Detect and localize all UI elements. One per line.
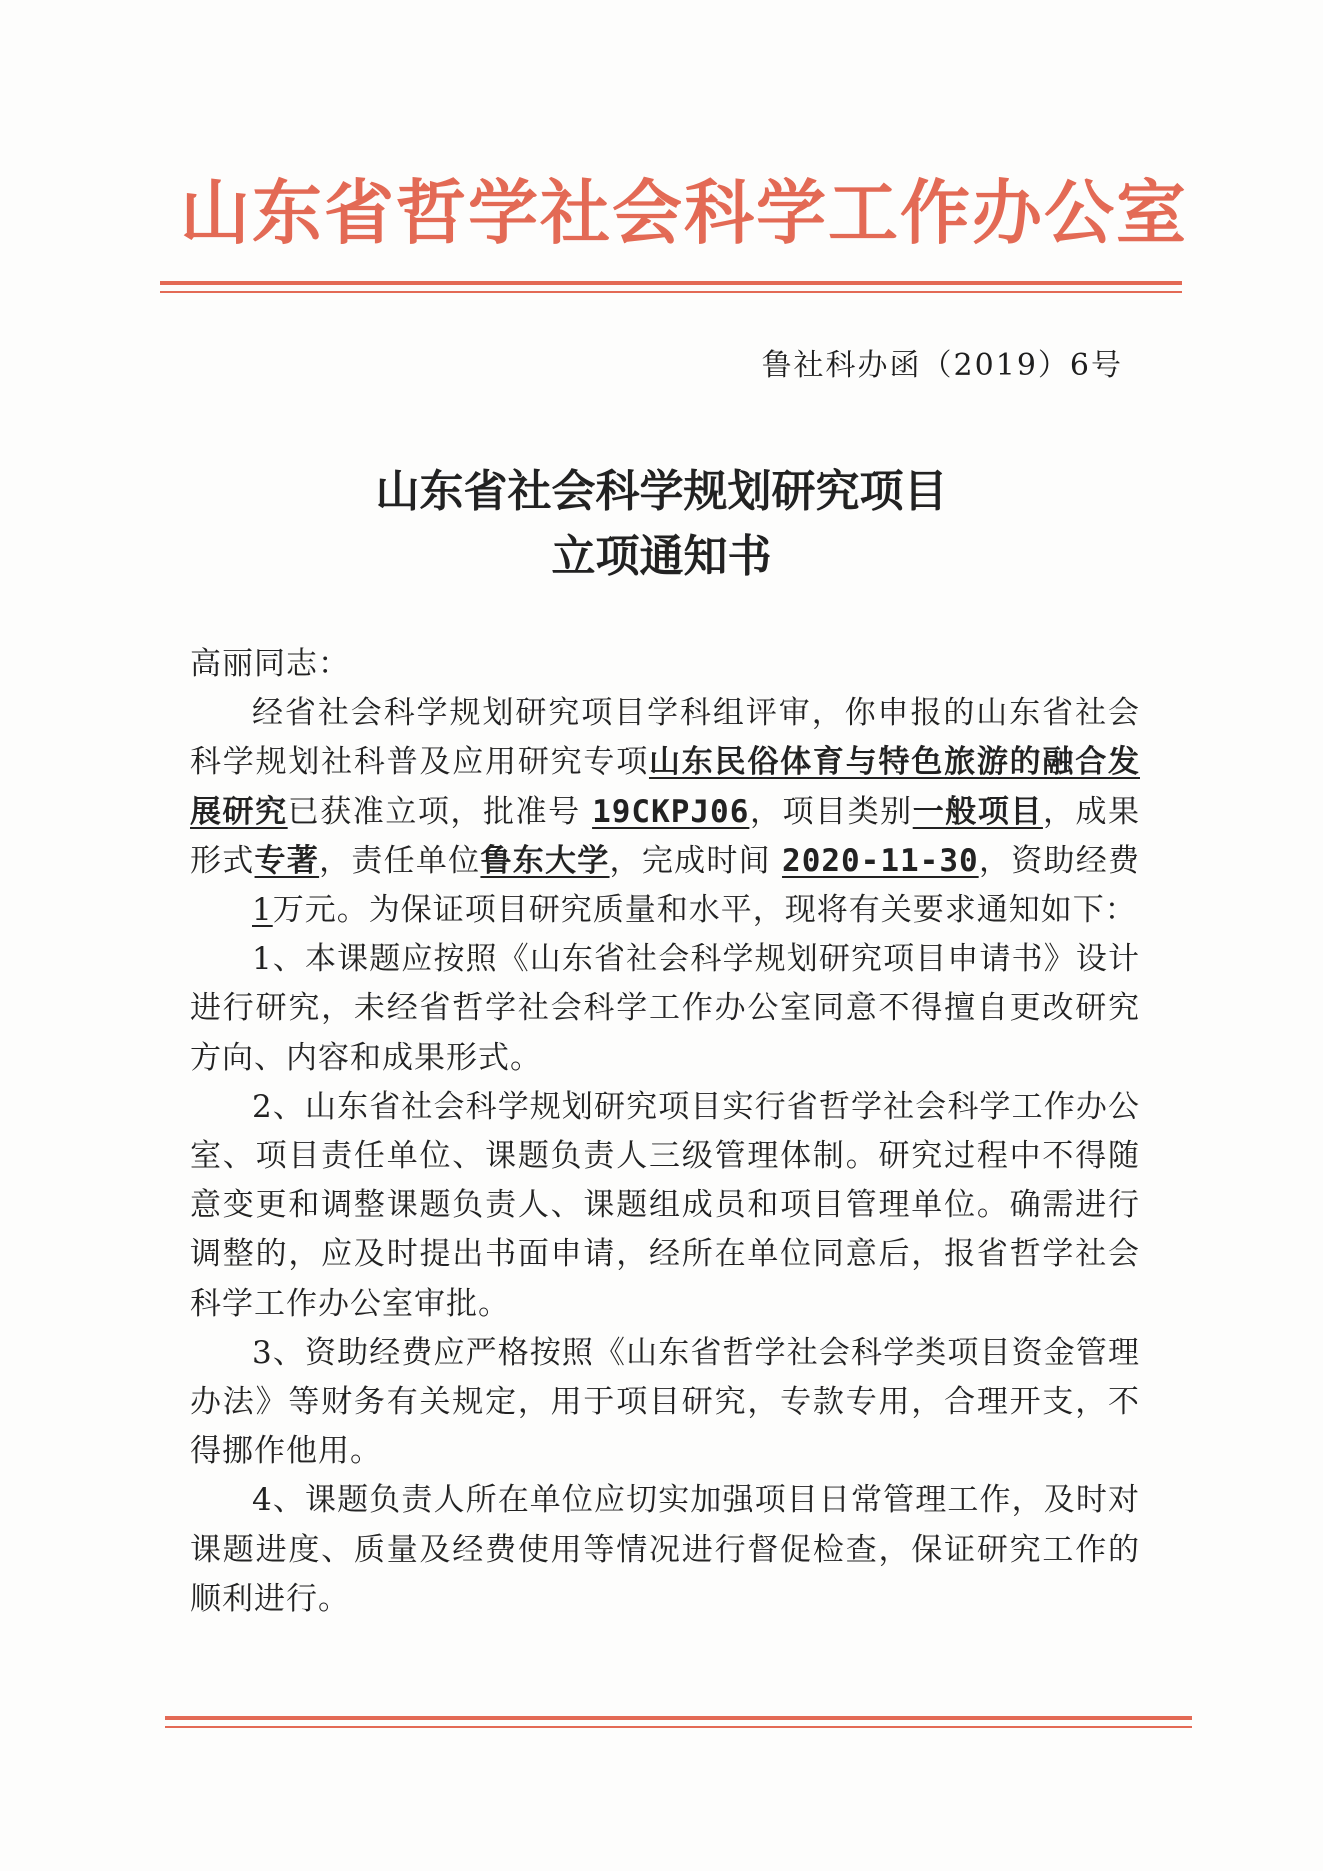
- letter-body: [190, 640, 1140, 1624]
- approval-number: 19CKPJ06: [592, 793, 750, 830]
- requirement-item-4: 4、课题负责人所在单位应切实加强项目日常管理工作，及时对课题进度、质量及经费使用等情况进行督促检查，保证研究工作的顺利进行。: [190, 1482, 1140, 1617]
- responsible-unit: 鲁东大学: [480, 842, 610, 879]
- completion-date: 2020-11-30: [782, 842, 979, 879]
- intro-text-4: ，成果形式: [190, 793, 1141, 879]
- result-form: 专著: [254, 842, 320, 879]
- project-name: 山东民俗体育与特色旅游的融合发展研究: [190, 744, 1140, 830]
- funding-amount: 1: [252, 892, 273, 929]
- intro-text-8: 万元。为保证项目研究质量和水平，现将有关要求通知如下：: [272, 892, 1137, 929]
- requirement-item-2: 2、山东省社会科学规划研究项目实行省哲学社会科学工作办公室、项目责任单位、课题负责人三级管理体制。研究过程中不得随意变更和调整课题负责人、课题组成员和项目管理单位。确需进行调整的，应及时提出书面申请，经所在单位同意后，报省哲学社会科学工作办公室审批。: [190, 1088, 1140, 1322]
- intro-paragraph: [190, 689, 1140, 935]
- intro-text-6: ，完成时间: [609, 842, 771, 879]
- document-title-line2: 立项通知书: [551, 531, 772, 582]
- requirement-item-3: 3、资助经费应严格按照《山东省哲学社会科学类项目资金管理办法》等财务有关规定，用于项目研究，专款专用，合理开支，不得挪作他用。: [190, 1334, 1140, 1470]
- document-number: 鲁社科办函（2019）6号: [761, 348, 1123, 383]
- intro-text-2: 已获准立项，批准号: [287, 793, 581, 830]
- header-divider-thick: [160, 281, 1182, 285]
- intro-text-5: ，责任单位: [319, 842, 481, 879]
- requirement-item-1: 1、本课题应按照《山东省社会科学规划研究项目申请书》设计进行研究，未经省哲学社会科学工作办公室同意不得擅自更改研究方向、内容和成果形式。: [190, 941, 1140, 1076]
- salutation: 高丽同志：: [190, 646, 350, 682]
- header-divider-thin: [160, 291, 1182, 293]
- org-header-title: 山东省哲学社会科学工作办公室: [180, 172, 1188, 254]
- footer-divider-thin: [165, 1726, 1192, 1728]
- project-category: 一般项目: [912, 793, 1043, 830]
- intro-text-3: ，项目类别: [749, 793, 913, 830]
- document-title-line1: 山东省社会科学规划研究项目: [375, 466, 948, 517]
- intro-text-1: 经省社会科学规划研究项目学科组评审，你申报的山东省社会科学规划社科普及应用研究专项: [190, 695, 1140, 781]
- footer-divider-thick: [165, 1716, 1192, 1720]
- intro-text-7: ，资助经费: [978, 842, 1141, 879]
